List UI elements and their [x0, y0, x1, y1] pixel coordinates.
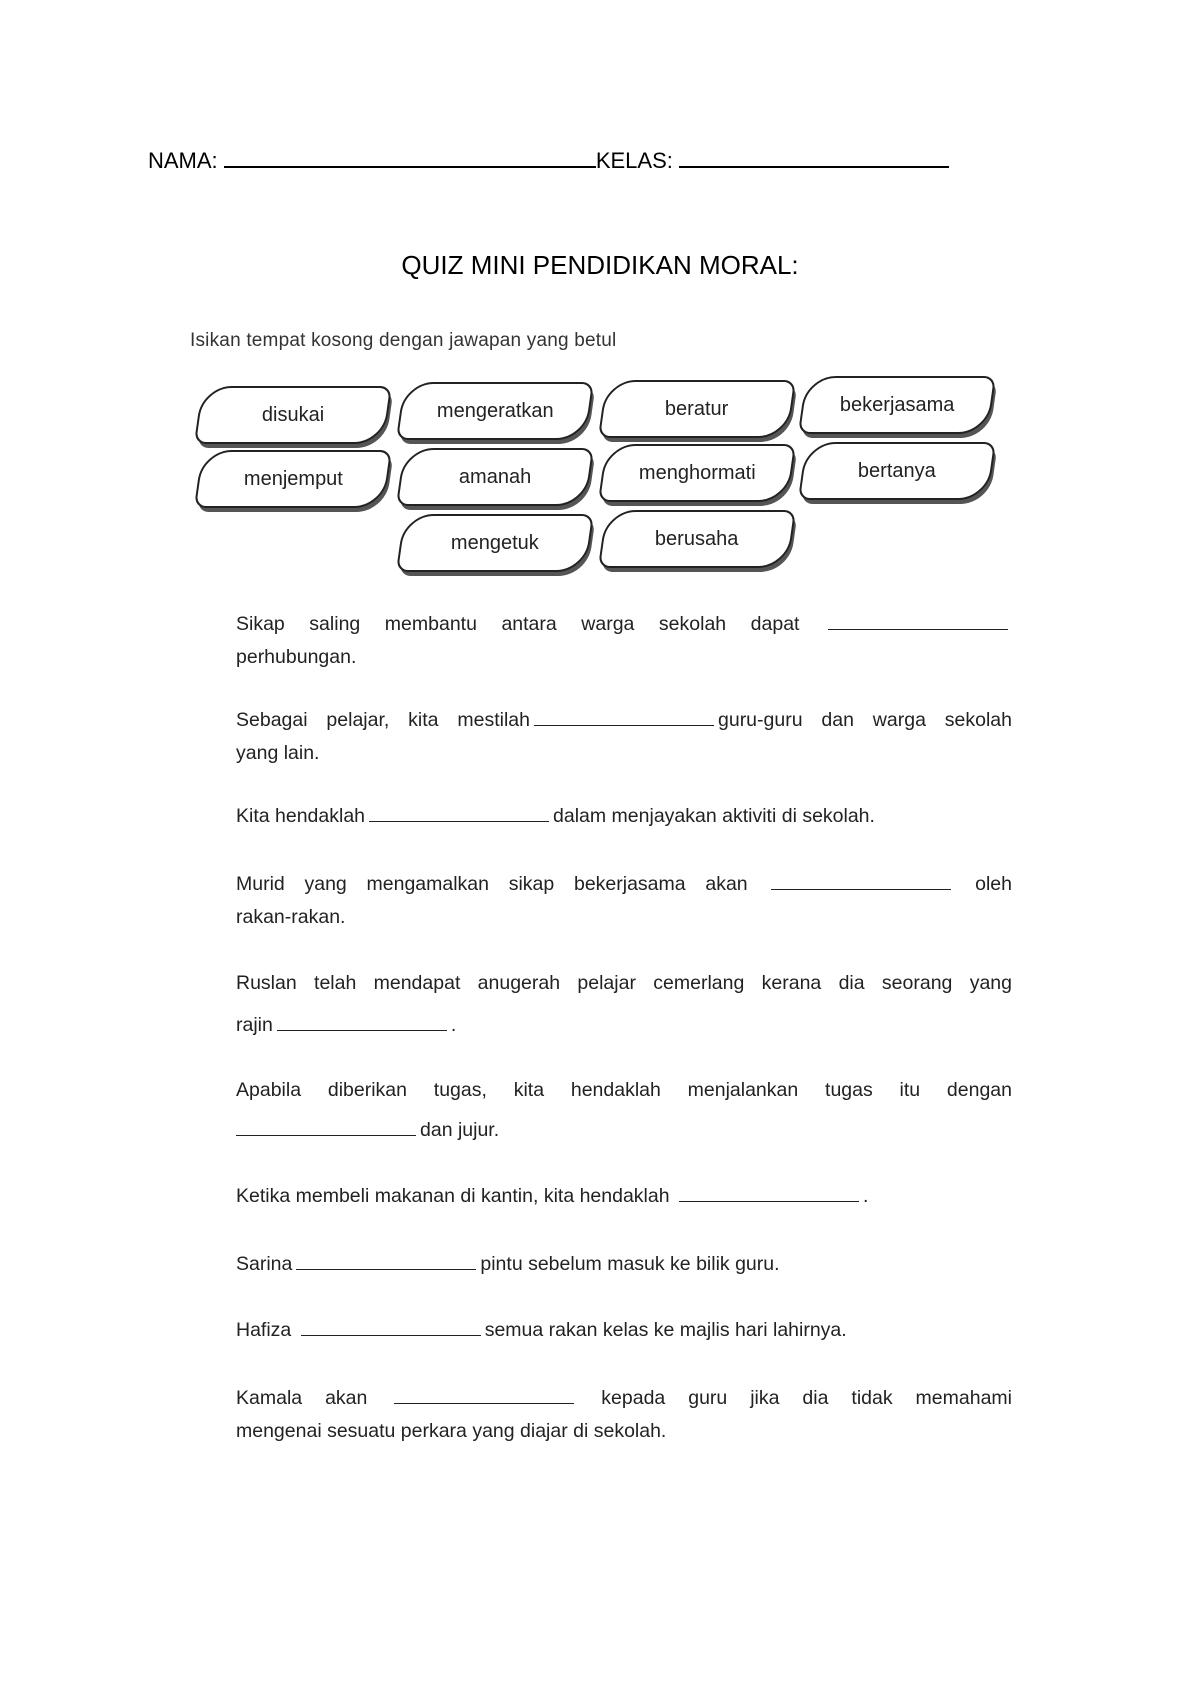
question-text: mengenai sesuatu perkara yang diajar di sekolah. — [236, 1420, 667, 1442]
question-text: dan jujur. — [420, 1119, 500, 1141]
question-text: . — [863, 1185, 869, 1207]
question-text: rakan-rakan. — [236, 906, 346, 928]
answer-blank[interactable] — [534, 724, 714, 726]
word-chip — [396, 448, 594, 506]
name-blank[interactable] — [224, 148, 596, 168]
question-3 — [236, 800, 1012, 833]
answer-blank[interactable] — [679, 1200, 859, 1202]
word-chip — [598, 444, 796, 502]
question-text: Apabila diberikan tugas, kita hendaklah menjalankan tugas itu dengan — [236, 1079, 1012, 1101]
word-chip-label: berusaha — [655, 527, 739, 550]
name-label: NAMA: — [148, 148, 218, 173]
question-text: perhubungan. — [236, 646, 357, 668]
question-1 — [236, 608, 1012, 674]
question-9 — [236, 1314, 1012, 1347]
question-8 — [236, 1248, 1012, 1281]
word-chip — [598, 380, 796, 438]
question-text: oleh — [975, 873, 1012, 895]
answer-blank[interactable] — [394, 1402, 574, 1404]
question-text: Sebagai pelajar, kita mestilah — [236, 709, 530, 731]
word-chip — [194, 450, 392, 508]
question-5 — [236, 962, 1012, 1046]
answer-blank[interactable] — [236, 1134, 416, 1136]
answer-blank[interactable] — [277, 1029, 447, 1031]
answer-blank[interactable] — [301, 1334, 481, 1336]
word-chip — [194, 386, 392, 444]
question-text: . — [450, 1014, 457, 1036]
word-chip-label: mengetuk — [451, 531, 539, 554]
question-text: Sarina — [236, 1253, 293, 1275]
question-text: Ruslan telah mendapat anugerah pelajar cemerlang kerana dia seorang yang — [236, 972, 1012, 994]
question-10 — [236, 1382, 1012, 1448]
question-2 — [236, 704, 1012, 770]
word-chip-label: disukai — [261, 403, 325, 426]
question-text: Kita hendaklah — [236, 805, 366, 827]
word-chip-label: amanah — [458, 465, 532, 488]
question-text: dalam menjayakan aktiviti di sekolah. — [553, 805, 875, 827]
page-title: QUIZ MINI PENDIDIKAN MORAL: — [401, 250, 799, 280]
question-text: kepada guru jika dia tidak memahami — [601, 1387, 1012, 1409]
question-text: rajin — [236, 1014, 273, 1036]
answer-blank[interactable] — [828, 628, 1008, 630]
question-7 — [236, 1180, 1012, 1213]
word-chip — [798, 376, 996, 434]
question-6 — [236, 1070, 1012, 1150]
question-text: pintu sebelum masuk ke bilik guru. — [480, 1253, 780, 1275]
word-chip-label: beratur — [665, 397, 729, 420]
class-blank[interactable] — [679, 148, 949, 168]
word-chip-label: menjemput — [243, 467, 343, 490]
question-4 — [236, 868, 1012, 934]
class-label: KELAS: — [595, 148, 673, 173]
question-text: Sikap saling membantu antara warga sekolah dapat — [236, 613, 800, 635]
word-chip — [396, 382, 594, 440]
answer-blank[interactable] — [296, 1268, 476, 1270]
word-chip-label: menghormati — [638, 461, 756, 484]
instruction-text: Isikan tempat kosong dengan jawapan yang betul — [190, 330, 617, 351]
question-text: yang lain. — [236, 742, 320, 764]
question-text: Kamala akan — [236, 1387, 368, 1409]
question-text: Hafiza — [236, 1319, 292, 1341]
word-chip — [798, 442, 996, 500]
question-text: Murid yang mengamalkan sikap bekerjasama akan — [236, 873, 748, 895]
question-text: guru-guru dan warga sekolah — [718, 709, 1012, 731]
answer-blank[interactable] — [771, 888, 951, 890]
question-text: semua rakan kelas ke majlis hari lahirnya. — [484, 1319, 847, 1341]
word-chip-label: mengeratkan — [436, 399, 554, 422]
word-chip — [396, 514, 594, 572]
question-text: Ketika membeli makanan di kantin, kita hendaklah — [236, 1185, 670, 1207]
word-chip-label: bertanya — [858, 459, 936, 482]
student-info-header — [148, 148, 949, 174]
word-chip — [598, 510, 796, 568]
answer-blank[interactable] — [369, 820, 549, 822]
word-chip-label: bekerjasama — [839, 393, 955, 416]
